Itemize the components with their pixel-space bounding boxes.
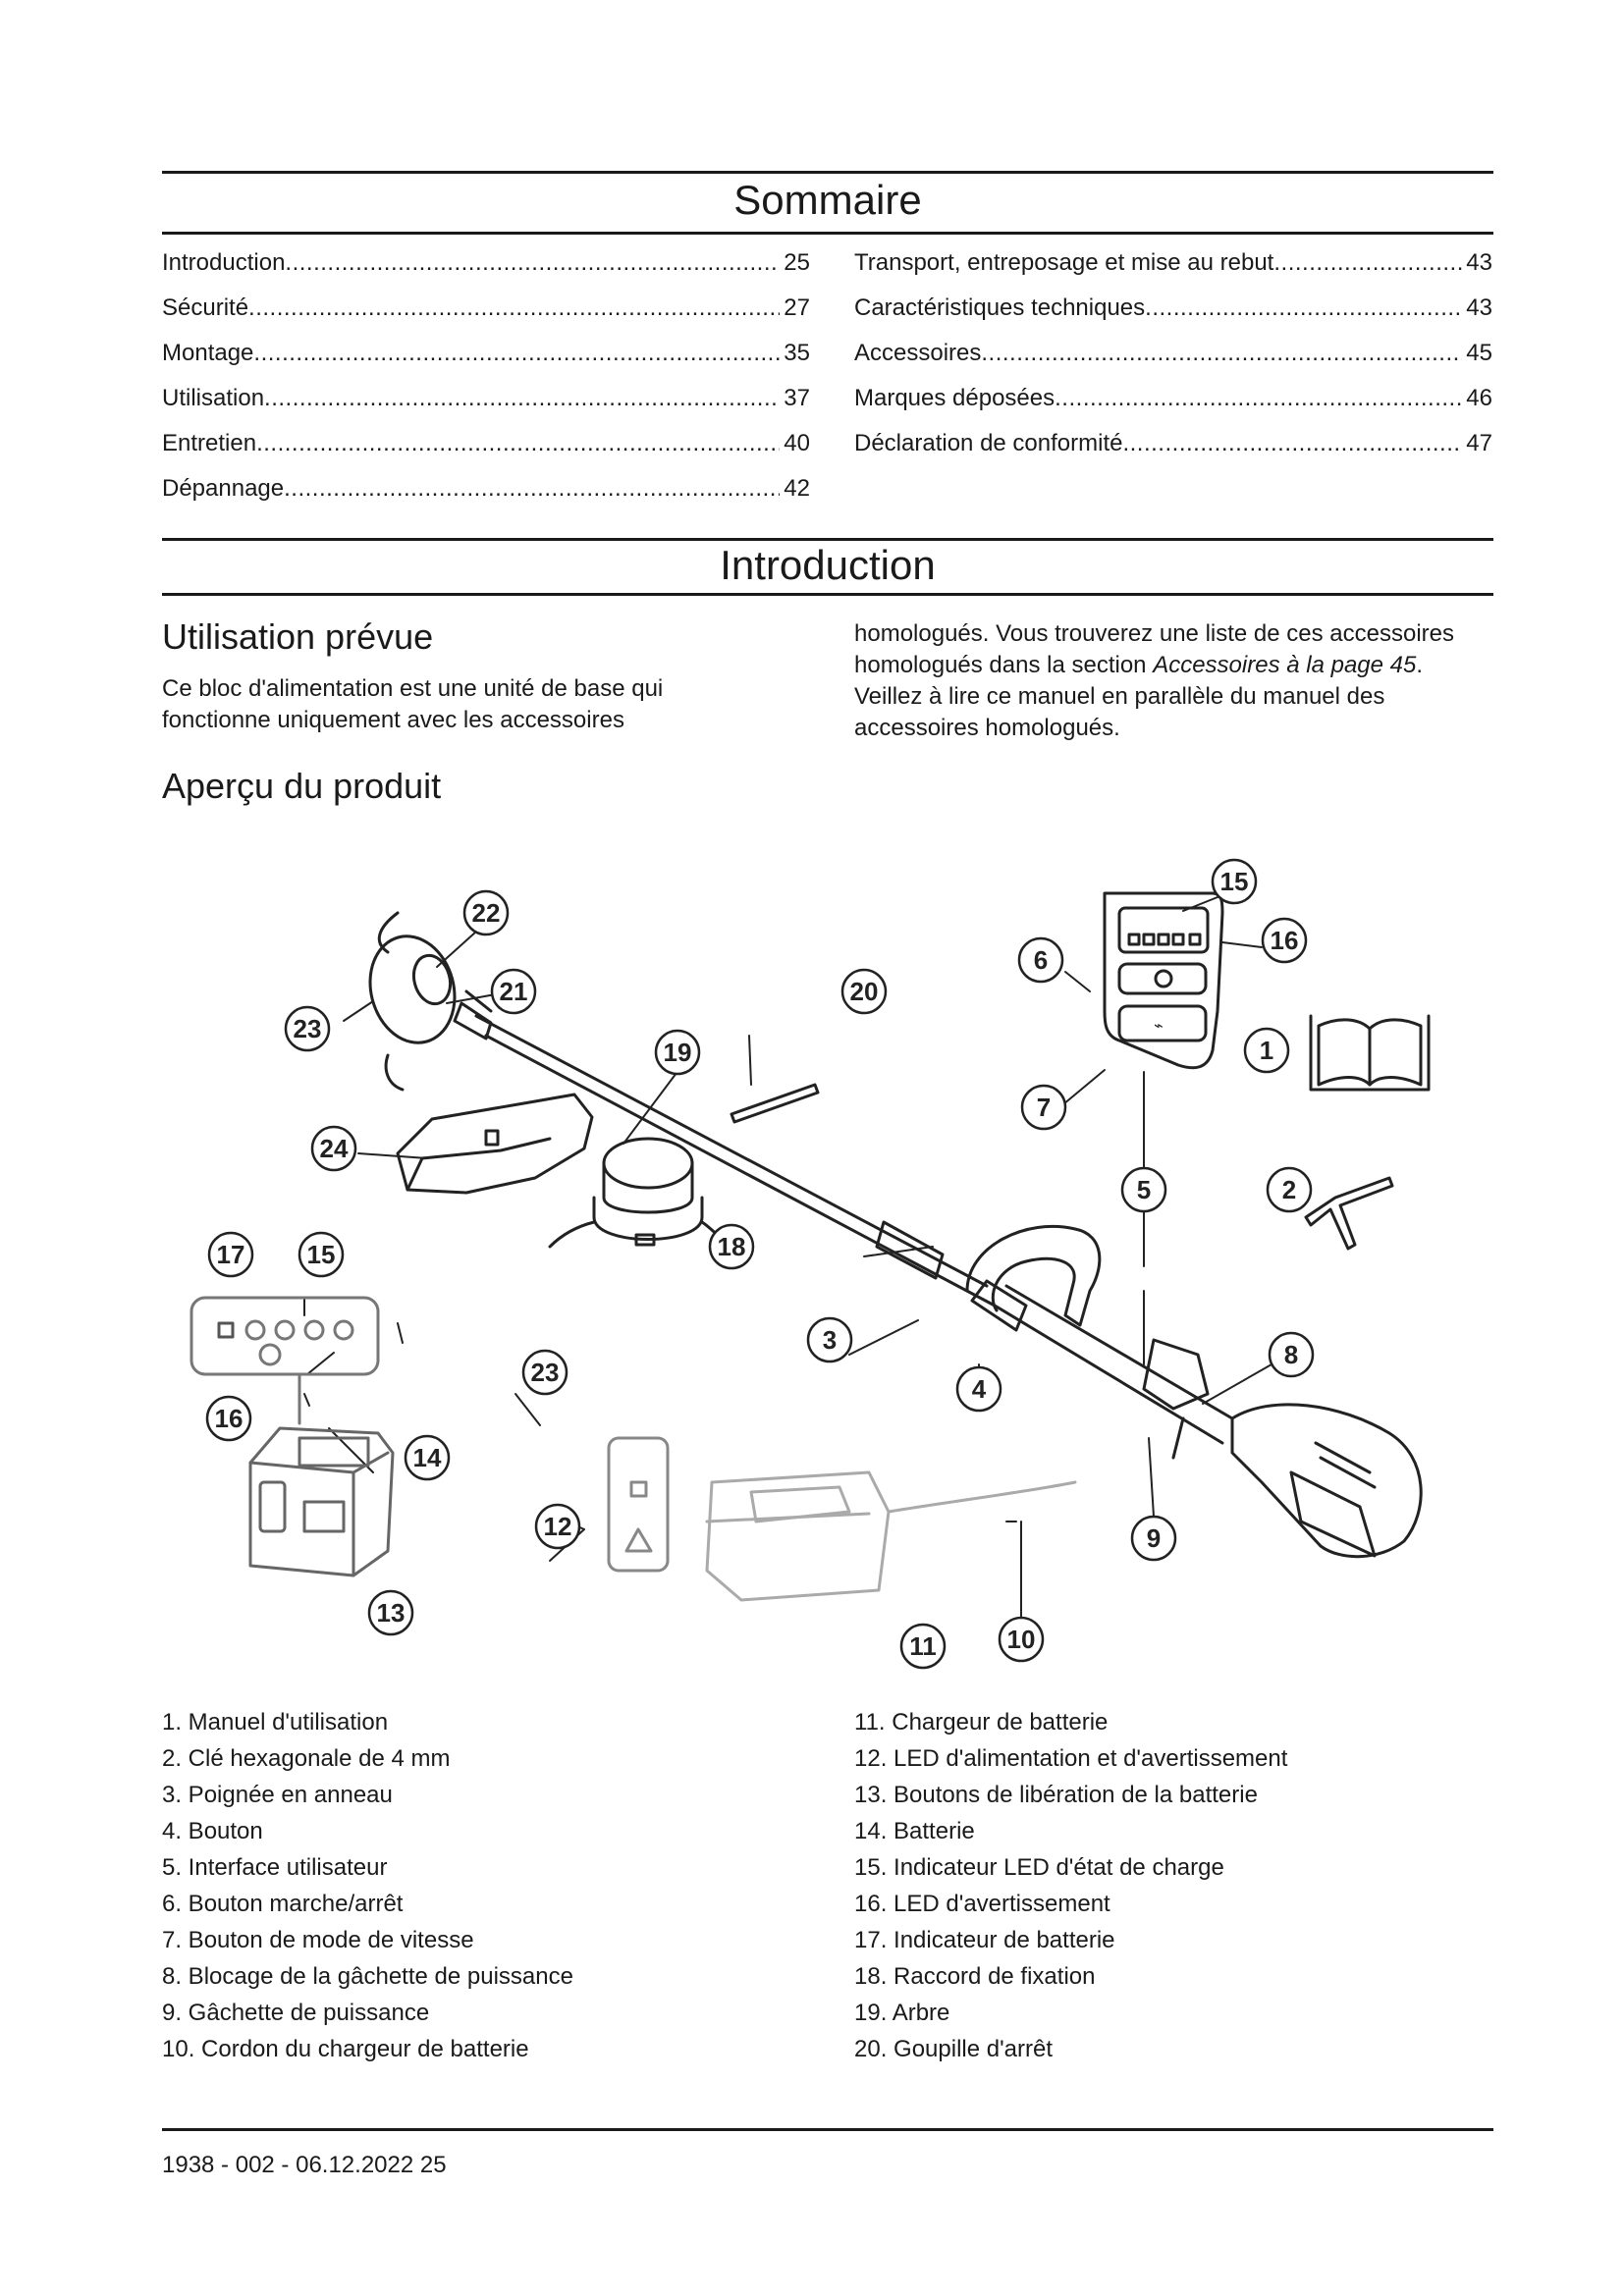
intended-use-text-right-start: homologués. Vous trouverez une liste de ces accessoires homologués dans la section <box>854 620 1455 678</box>
hex-key-icon <box>1306 1178 1392 1249</box>
intended-use-heading: Utilisation prévue <box>162 616 434 657</box>
callout-17 <box>209 1233 252 1276</box>
callout-6 <box>1019 938 1062 982</box>
callout-number: 8 <box>1283 1340 1299 1369</box>
legend-item: 13. Boutons de libération de la batterie <box>854 1782 1258 1808</box>
callout-14 <box>406 1436 449 1479</box>
toc-entry-label: Sécurité <box>162 294 249 321</box>
legend-item: 18. Raccord de fixation <box>854 1963 1096 1990</box>
toc-left-column <box>162 249 810 520</box>
callout-21 <box>492 970 535 1013</box>
legend-item: 10. Cordon du chargeur de batterie <box>162 2036 529 2062</box>
legend-item: 16. LED d'avertissement <box>854 1891 1110 1917</box>
legend-item: 7. Bouton de mode de vitesse <box>162 1927 474 1953</box>
intended-use-text-left: Ce bloc d'alimentation est une unité de base qui fonctionne uniquement avec les accessoires <box>162 675 664 733</box>
legend-item: 4. Bouton <box>162 1818 263 1844</box>
toc-entry-page: 45 <box>1466 340 1492 366</box>
svg-text:⌁: ⌁ <box>1154 1016 1164 1035</box>
legend-item: 6. Bouton marche/arrêt <box>162 1891 404 1917</box>
toc-entry-page: 25 <box>784 249 810 276</box>
product-overview-heading: Aperçu du produit <box>162 766 442 806</box>
callout-number: 2 <box>1281 1175 1297 1204</box>
toc-entry-label: Marques déposées <box>854 385 1056 411</box>
callout-11 <box>901 1625 945 1668</box>
callout-number: 4 <box>971 1374 987 1404</box>
toc-entry[interactable] <box>162 249 810 294</box>
toc-entry-label: Accessoires <box>854 340 982 366</box>
user-interface-icon <box>1105 893 1222 1068</box>
toc-entry-page: 40 <box>784 430 810 456</box>
toc-entry-label: Montage <box>162 340 254 366</box>
top-rule <box>162 171 1493 174</box>
callout-number: 15 <box>306 1240 336 1269</box>
intro-top-rule <box>162 538 1493 541</box>
legend-item: 20. Goupille d'arrêt <box>854 2036 1054 2062</box>
callout-15-top <box>1213 860 1256 903</box>
battery-icon <box>250 1428 393 1575</box>
callout-24 <box>312 1127 355 1170</box>
toc-entry[interactable] <box>854 430 1492 475</box>
callout-number: 1 <box>1259 1036 1274 1065</box>
callout-number: 6 <box>1033 945 1049 975</box>
callout-5 <box>1122 1168 1165 1211</box>
callout-23 <box>286 1007 329 1050</box>
callout-number: 23 <box>530 1358 560 1387</box>
trimmer-head-icon <box>358 913 491 1090</box>
legend-item: 11. Chargeur de batterie <box>854 1709 1109 1735</box>
toc-entry-page: 43 <box>1466 294 1492 321</box>
callout-12 <box>536 1505 579 1548</box>
callout-16-top <box>1263 919 1306 962</box>
callout-number: 23 <box>293 1014 322 1043</box>
callout-23-middle <box>523 1351 567 1394</box>
toc-title: Sommaire <box>733 177 922 223</box>
intended-use-text-right-end: . Veillez à lire ce manuel en parallèle du manuel des accessoires homologués. <box>854 652 1424 741</box>
callout-number: 21 <box>499 977 528 1006</box>
intro-title-rule <box>162 593 1493 596</box>
callout-number: 9 <box>1146 1523 1162 1553</box>
toc-entry[interactable] <box>162 294 810 340</box>
footer-text: 1938 - 002 - 06.12.2022 25 <box>162 2152 447 2178</box>
toc-entry-label: Entretien <box>162 430 257 456</box>
toc-entry[interactable] <box>854 294 1492 340</box>
trimmer-guard-icon <box>398 1095 592 1193</box>
callout-number: 11 <box>909 1631 937 1661</box>
footer-rule <box>162 2128 1493 2131</box>
callout-number: 12 <box>543 1512 572 1541</box>
charger-icon <box>707 1472 1075 1600</box>
toc-entry-page: 37 <box>784 385 810 411</box>
callout-10 <box>1000 1618 1043 1661</box>
callout-number: 17 <box>216 1240 245 1269</box>
toc-entry[interactable] <box>854 249 1492 294</box>
motor-housing-icon <box>995 1286 1421 1557</box>
lock-pin-icon <box>731 1085 818 1122</box>
toc-entry[interactable] <box>162 340 810 385</box>
callout-2 <box>1268 1168 1311 1211</box>
toc-entry-label: Introduction <box>162 249 286 276</box>
toc-entry-page: 42 <box>784 475 810 502</box>
legend-right <box>854 1704 1287 2067</box>
legend-item: 12. LED d'alimentation et d'avertissement <box>854 1745 1288 1772</box>
legend-item: 9. Gâchette de puissance <box>162 2000 430 2026</box>
callout-number: 3 <box>822 1325 838 1355</box>
toc-entry-page: 27 <box>784 294 810 321</box>
intended-use-text-right <box>854 618 1492 744</box>
callout-13 <box>369 1591 412 1634</box>
charger-led-panel-icon <box>609 1438 668 1571</box>
legend-item: 14. Batterie <box>854 1818 975 1844</box>
toc-entry[interactable] <box>162 430 810 475</box>
callout-labels <box>207 860 1313 1668</box>
toc-entry[interactable] <box>162 385 810 430</box>
callout-number: 10 <box>1006 1625 1036 1654</box>
callout-16-bottom <box>207 1397 250 1440</box>
toc-entry-label: Dépannage <box>162 475 285 502</box>
legend-item: 17. Indicateur de batterie <box>854 1927 1115 1953</box>
callout-number: 20 <box>849 977 879 1006</box>
intro-title: Introduction <box>720 542 936 588</box>
toc-entry-label: Caractéristiques techniques <box>854 294 1146 321</box>
callout-7 <box>1022 1086 1065 1129</box>
manual-book-icon <box>1311 1016 1429 1090</box>
callout-20 <box>842 970 886 1013</box>
callout-15-bottom <box>299 1233 343 1276</box>
callout-number: 14 <box>412 1443 442 1472</box>
callout-4 <box>957 1367 1001 1411</box>
callout-number: 15 <box>1219 867 1249 896</box>
callout-22 <box>464 891 508 934</box>
loop-handle-icon <box>967 1226 1100 1330</box>
legend-item: 2. Clé hexagonale de 4 mm <box>162 1745 451 1772</box>
callout-number: 18 <box>717 1232 746 1261</box>
callout-number: 13 <box>376 1598 406 1628</box>
toc-entry-page: 46 <box>1466 385 1492 411</box>
callout-number: 24 <box>319 1134 349 1163</box>
toc-entry-page: 47 <box>1466 430 1492 456</box>
legend-item: 19. Arbre <box>854 2000 950 2026</box>
legend-item: 3. Poignée en anneau <box>162 1782 393 1808</box>
callout-19 <box>656 1031 699 1074</box>
legend-item: 5. Interface utilisateur <box>162 1854 388 1881</box>
toc-entry-page: 35 <box>784 340 810 366</box>
callout-1 <box>1245 1029 1288 1072</box>
callout-number: 22 <box>471 898 501 928</box>
legend-left <box>162 1704 573 2067</box>
toc-entry-label: Transport, entreposage et mise au rebut <box>854 249 1274 276</box>
callout-number: 19 <box>663 1038 692 1067</box>
callout-3 <box>808 1318 851 1362</box>
product-overview-figure <box>162 844 1438 1688</box>
callout-number: 16 <box>1270 926 1299 955</box>
callout-number: 5 <box>1136 1175 1152 1204</box>
legend-item: 8. Blocage de la gâchette de puissance <box>162 1963 573 1990</box>
callout-8 <box>1270 1333 1313 1376</box>
toc-entry-label: Utilisation <box>162 385 265 411</box>
callout-number: 16 <box>214 1404 244 1433</box>
toc-entry[interactable] <box>854 385 1492 430</box>
accessories-link[interactable]: Accessoires à la page 45 <box>1153 652 1417 678</box>
legend-item: 15. Indicateur LED d'état de charge <box>854 1854 1224 1881</box>
legend-item: 1. Manuel d'utilisation <box>162 1709 389 1735</box>
toc-title-rule <box>162 232 1493 235</box>
callout-9 <box>1132 1517 1175 1560</box>
toc-right-column <box>854 249 1492 475</box>
toc-entry-label: Déclaration de conformité <box>854 430 1123 456</box>
toc-entry[interactable] <box>854 340 1492 385</box>
toc-entry-page: 43 <box>1466 249 1492 276</box>
callout-number: 7 <box>1036 1093 1052 1122</box>
toc-entry[interactable] <box>162 475 810 520</box>
callout-18 <box>710 1225 753 1268</box>
